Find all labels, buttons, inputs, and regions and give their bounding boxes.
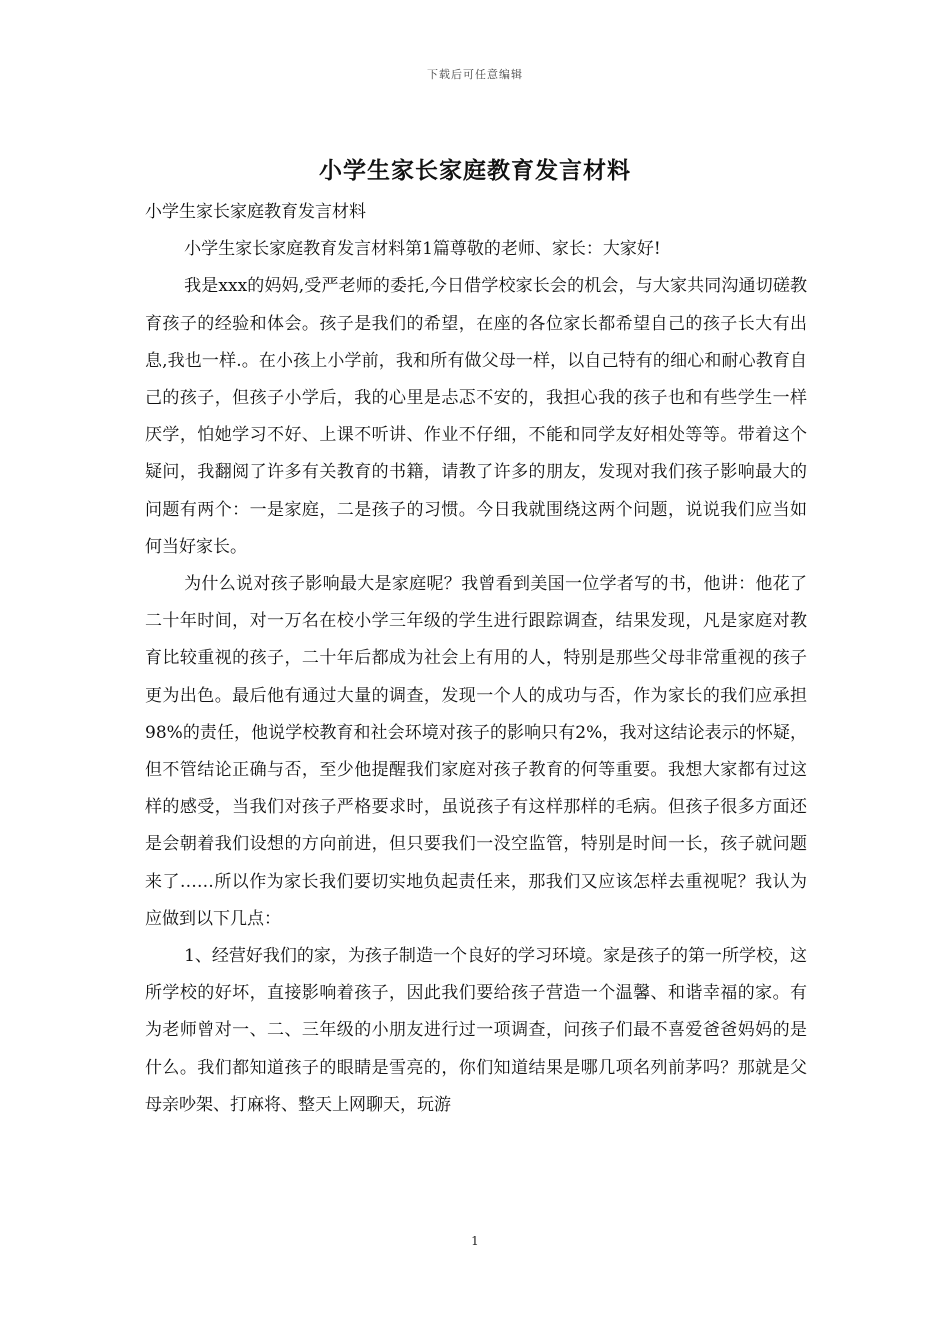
- document-title: 小学生家长家庭教育发言材料: [319, 157, 631, 184]
- subtitle-line: 小学生家长家庭教育发言材料: [145, 202, 366, 222]
- paragraph-1: 小学生家长家庭教育发言材料第1篇尊敬的老师、家长：大家好!: [184, 239, 661, 260]
- page-number: 1: [471, 1234, 479, 1248]
- page-header: 下载后可任意编辑: [427, 68, 523, 81]
- paragraph-3: 为什么说对孩子影响最大是家庭呢？我曾看到美国一位学者写的书，他讲：他花了二十年时间，对一万名在校小学三年级的学生进行跟踪调查，结果发现，凡是家庭对教育比较重视的孩子，二十年后都成为社会上有用的人，特别是那些父母非常重视的孩子更为出色。最后他有通过大量的调查，发现一个人的成功与否，作为家长的我们应承担98%的责任，他说学校教育和社会环境对孩子的影响只有2%，我对这结论表示的怀疑，但不管结论正确与否，至少他提醒我们家庭对孩子教育的何等重要。我想大家都有过这样的感受，当我们对孩子严格要求时，虽说孩子有这样那样的毛病。但孩子很多方面还是会朝着我们设想的方向前进，但只要我们一没空监管，特别是时间一长，孩子就问题来了……所以作为家长我们要切实地负起责任来，那我们又应该怎样去重视呢？我认为应做到以下几点：: [145, 574, 807, 929]
- paragraph-4: 1、经营好我们的家，为孩子制造一个良好的学习环境。家是孩子的第一所学校，这所学校的好坏，直接影响着孩子，因此我们要给孩子营造一个温馨、和谐幸福的家。有为老师曾对一、二、三年级的小朋友进行过一项调查，问孩子们最不喜爱爸爸妈妈的是什么。我们都知道孩子的眼睛是雪亮的，你们知道结果是哪几项名列前茅吗？那就是父母亲吵架、打麻将、整天上网聊天，玩游: [145, 946, 807, 1115]
- paragraph-2: 我是xxx的妈妈,受严老师的委托,今日借学校家长会的机会，与大家共同沟通切磋教育孩子的经验和体会。孩子是我们的希望，在座的各位家长都希望自己的孩子长大有出息,我也一样.。在小孩上小学前，我和所有做父母一样，以自己特有的细心和耐心教育自己的孩子，但孩子小学后，我的心里是忐忑不安的，我担心我的孩子也和有些学生一样厌学，怕她学习不好、上课不听讲、作业不仔细，不能和同学友好相处等等。带着这个疑问，我翻阅了许多有关教育的书籍，请教了许多的朋友，发现对我们孩子影响最大的问题有两个：一是家庭，二是孩子的习惯。今日我就围绕这两个问题，说说我们应当如何当好家长。: [145, 276, 807, 557]
- document-body: [145, 194, 807, 1124]
